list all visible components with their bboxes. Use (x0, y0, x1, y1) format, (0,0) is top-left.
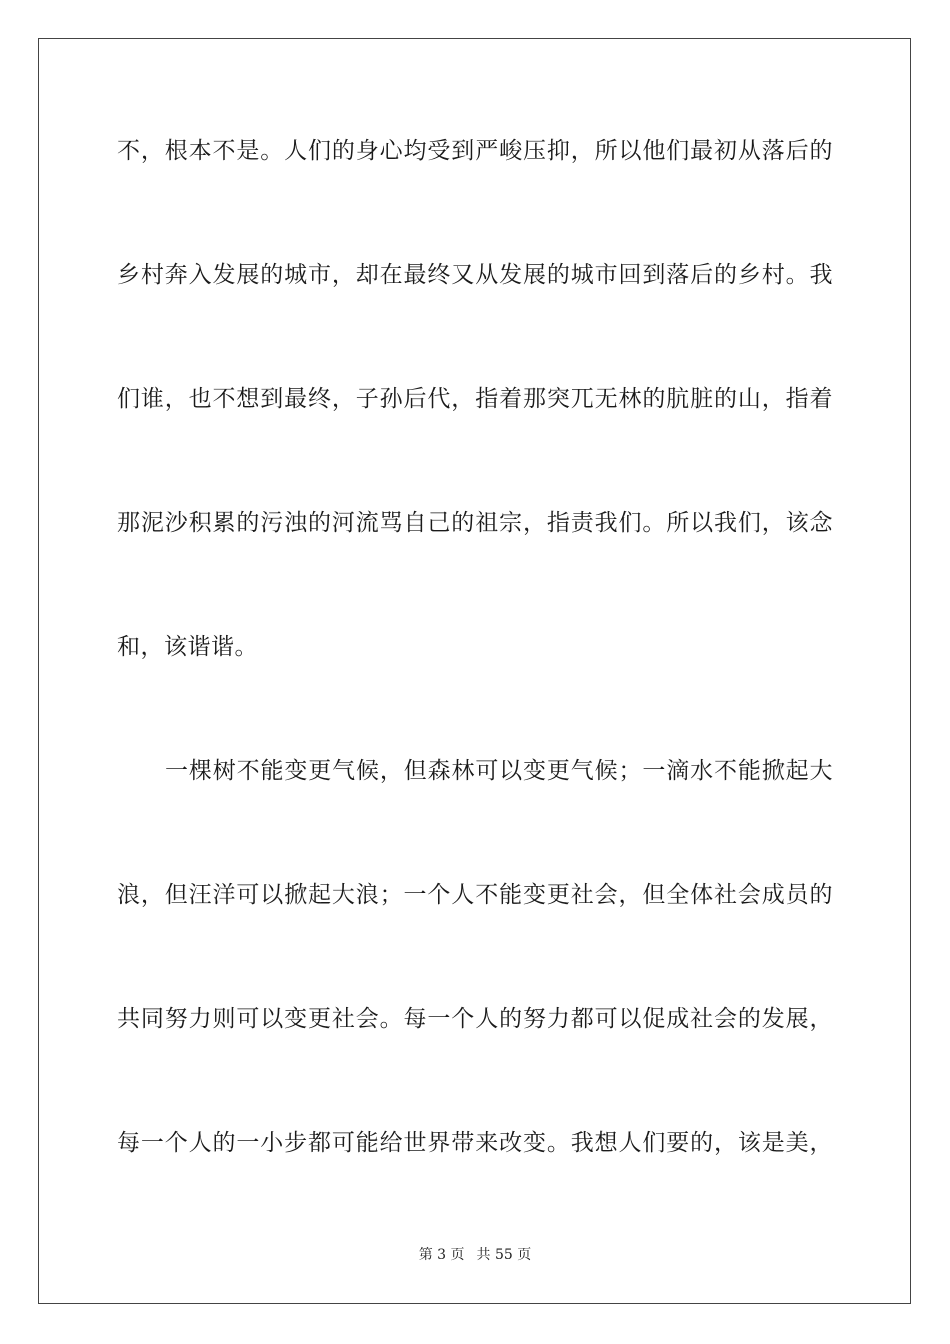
text-line: 一棵树不能变更气候，但森林可以变更气候；一滴水不能掀起大 (165, 758, 833, 784)
text-line: 每一个人的一小步都可能给世界带来改变。我想人们要的，该是美， (117, 1130, 833, 1156)
text-line: 不，根本不是。人们的身心均受到严峻压抑，所以他们最初从落后的 (117, 138, 833, 164)
page-border (38, 38, 911, 1304)
page-number: 第 3 页 (418, 1247, 465, 1263)
text-line: 共同努力则可以变更社会。每一个人的努力都可以促成社会的发展， (117, 1006, 833, 1032)
total-pages: 共 55 页 (476, 1247, 532, 1263)
text-line: 乡村奔入发展的城市，却在最终又从发展的城市回到落后的乡村。我 (117, 262, 833, 288)
text-line: 和，该谐谐。 (117, 634, 258, 660)
text-line: 那泥沙积累的污浊的河流骂自己的祖宗，指责我们。所以我们，该念 (117, 510, 833, 536)
page-footer (0, 1246, 950, 1264)
text-line: 们谁，也不想到最终，子孙后代，指着那突兀无林的肮脏的山，指着 (117, 386, 833, 412)
text-line: 浪，但汪洋可以掀起大浪；一个人不能变更社会，但全体社会成员的 (117, 882, 833, 908)
